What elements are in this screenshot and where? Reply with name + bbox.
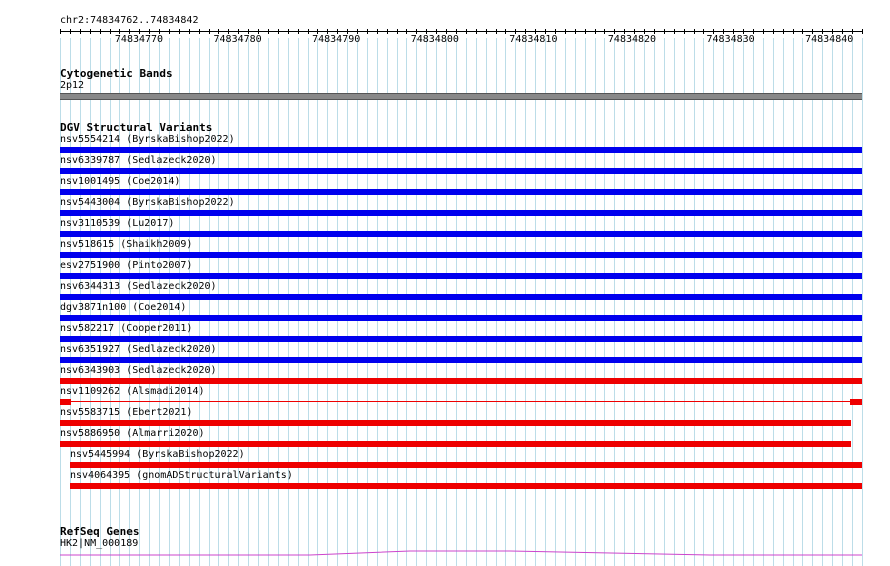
variant-bar[interactable]: [60, 315, 862, 321]
variant-bar[interactable]: [60, 378, 862, 384]
variant-label[interactable]: nsv5583715 (Ebert2021): [60, 407, 193, 418]
variant-bar[interactable]: [70, 483, 862, 489]
variant-bar[interactable]: [60, 336, 862, 342]
locus-label: chr2:74834762..74834842: [60, 15, 199, 26]
cytoband-label: 2p12: [60, 80, 85, 91]
variant-label[interactable]: nsv3110539 (Lu2017): [60, 218, 175, 229]
variant-bar[interactable]: [60, 252, 862, 258]
variant-label[interactable]: nsv6344313 (Sedlazeck2020): [60, 281, 217, 292]
variant-bar[interactable]: [60, 147, 862, 153]
refseq-gene-label[interactable]: HK2|NM_000189: [60, 538, 139, 549]
variant-bar[interactable]: [60, 357, 862, 363]
variant-bar[interactable]: [60, 231, 862, 237]
variant-bar[interactable]: [60, 294, 862, 300]
variant-label[interactable]: nsv5886950 (Almarri2020): [60, 428, 205, 439]
ruler-tick-label: 74834820: [607, 34, 657, 45]
variant-label[interactable]: nsv6351927 (Sedlazeck2020): [60, 344, 217, 355]
refseq-gene-feature[interactable]: [0, 546, 890, 558]
variant-label[interactable]: nsv5554214 (ByrskaBishop2022): [60, 134, 235, 145]
ruler-tick-label: 74834810: [509, 34, 558, 45]
variant-bar[interactable]: [60, 399, 71, 405]
ruler-tick-label: 74834790: [312, 34, 361, 45]
variant-label[interactable]: nsv5445994 (ByrskaBishop2022): [70, 449, 245, 460]
variant-bar[interactable]: [70, 462, 862, 468]
ruler-tick-label: 74834830: [706, 34, 755, 45]
variant-label[interactable]: esv2751900 (Pinto2007): [60, 260, 193, 271]
ruler-tick-label: 74834840: [805, 34, 854, 45]
cytoband-bar[interactable]: [60, 93, 862, 100]
ruler-tick-label: 74834800: [410, 34, 459, 45]
dgv-track-title: DGV Structural Variants: [60, 121, 213, 134]
variant-bar[interactable]: [60, 189, 862, 195]
variant-line[interactable]: [60, 401, 862, 402]
variant-bar[interactable]: [850, 399, 862, 405]
refseq-track-title: RefSeq Genes: [60, 525, 140, 538]
gene-intron-line: [60, 551, 862, 555]
variant-bar[interactable]: [60, 441, 851, 447]
variant-label[interactable]: nsv1109262 (Alsmadi2014): [60, 386, 205, 397]
variant-label[interactable]: nsv4064395 (gnomADStructuralVariants): [70, 470, 293, 481]
cytoband-track-title: Cytogenetic Bands: [60, 67, 173, 80]
variant-label[interactable]: nsv6339787 (Sedlazeck2020): [60, 155, 217, 166]
variant-label[interactable]: nsv518615 (Shaikh2009): [60, 239, 193, 250]
ruler-tick-label: 74834780: [213, 34, 262, 45]
variant-label[interactable]: nsv1001495 (Coe2014): [60, 176, 181, 187]
variant-label[interactable]: nsv582217 (Cooper2011): [60, 323, 193, 334]
ruler-tick-label: 74834770: [114, 34, 164, 45]
variant-bar[interactable]: [60, 420, 851, 426]
variant-label[interactable]: nsv6343903 (Sedlazeck2020): [60, 365, 217, 376]
variant-label[interactable]: dgv3871n100 (Coe2014): [60, 302, 187, 313]
variant-bar[interactable]: [60, 210, 862, 216]
variant-label[interactable]: nsv5443004 (ByrskaBishop2022): [60, 197, 235, 208]
variant-bar[interactable]: [60, 168, 862, 174]
variant-bar[interactable]: [60, 273, 862, 279]
